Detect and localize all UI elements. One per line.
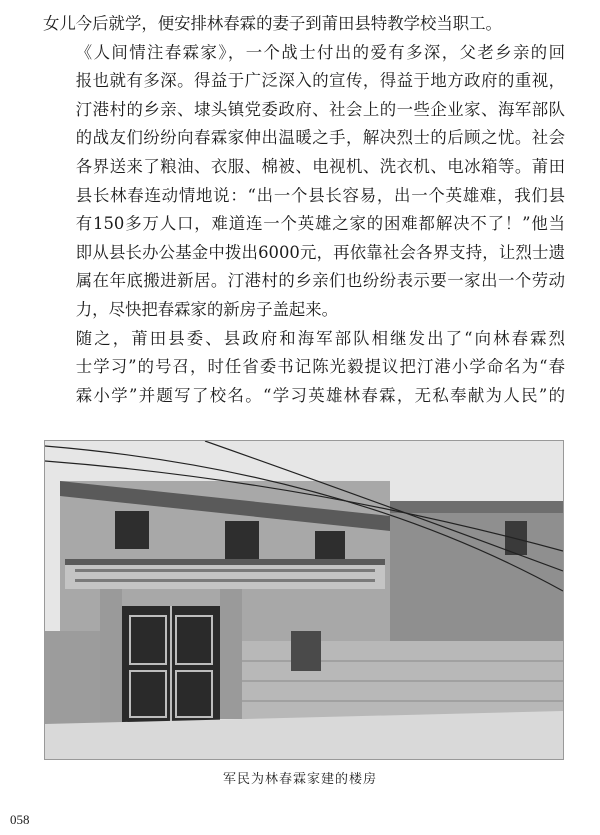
building-photo (44, 440, 564, 760)
paragraph-2 (43, 39, 565, 325)
text-line: 报也就有多深。得益于广泛深入的宣传，得益于地方政府的重视， (75, 71, 565, 91)
text-line: 即从县长办公基金中拨出6000元，再依靠社会各界支持，让烈士遗 (75, 242, 565, 262)
body-text (43, 10, 565, 410)
text-line: 汀港村的乡亲、埭头镇党委政府、社会上的一些企业家、海军部队 (75, 99, 565, 119)
building-illustration (45, 441, 563, 759)
text-line: 士学习”的号召，时任省委书记陈光毅提议把汀港小学命名为“春 (75, 357, 565, 377)
photo-caption: 军民为林春霖家建的楼房 (222, 772, 377, 787)
paragraph-1 (43, 10, 565, 39)
text-line: 女儿今后就学，便安排林春霖的妻子到莆田县特教学校当职工。 (43, 14, 502, 33)
text-line: 属在年底搬进新居。汀港村的乡亲们也纷纷表示要一家出一个劳动 (75, 271, 565, 291)
text-line: 县长林春连动情地说：“出一个县长容易，出一个英雄难，我们县 (75, 185, 565, 205)
page-number: 058 (10, 812, 30, 827)
text-line: 《人间情注春霖家》，一个战士付出的爱有多深，父老乡亲的回 (75, 42, 565, 62)
text-line: 各界送来了粮油、衣服、棉被、电视机、洗衣机、电冰箱等。莆田 (75, 156, 565, 176)
text-line: 力，尽快把春霖家的新房子盖起来。 (75, 299, 339, 319)
text-line: 有150多万人口，难道连一个英雄之家的困难都解决不了！”他当 (75, 214, 565, 234)
text-line: 霖小学”并题写了校名。“学习英雄林春霖，无私奉献为人民”的 (75, 385, 565, 405)
text-line: 随之，莆田县委、县政府和海军部队相继发出了“向林春霖烈 (75, 328, 565, 348)
paragraph-3 (43, 325, 565, 411)
text-line: 的战友们纷纷向春霖家伸出温暖之手，解决烈士的后顾之忧。社会 (75, 128, 565, 148)
